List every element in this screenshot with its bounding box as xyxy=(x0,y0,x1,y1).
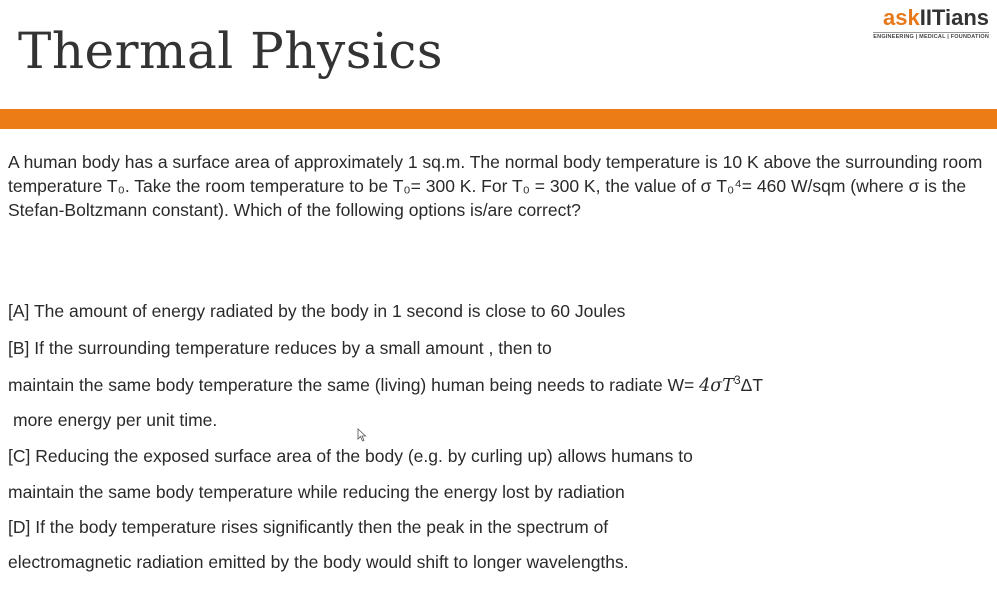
askiitians-logo xyxy=(873,6,989,40)
logo-wordmark xyxy=(873,6,989,30)
option-b-line2 xyxy=(8,373,763,396)
option-b-line1: [B] If the surrounding temperature reduces by a small amount , then to xyxy=(8,338,552,358)
option-d-line2: electromagnetic radiation emitted by the body would shift to longer wavelengths. xyxy=(8,552,629,572)
option-c-line1: [C] Reducing the exposed surface area of the body (e.g. by curling up) allows humans to xyxy=(8,446,693,466)
formula-delta-t: ΔT xyxy=(740,374,764,395)
formula-coefficient: 4σ xyxy=(699,375,723,396)
formula-temperature: T xyxy=(722,375,734,396)
logo-tagline: ENGINEERING | MEDICAL | FOUNDATION xyxy=(873,34,989,40)
option-b-line3: more energy per unit time. xyxy=(13,410,218,430)
mouse-cursor-icon xyxy=(357,428,367,442)
option-d-line1: [D] If the body temperature rises significantly then the peak in the spectrum of xyxy=(8,517,609,537)
logo-iitians-text: IITians xyxy=(919,5,989,30)
option-b-text: maintain the same body temperature the same (living) human being needs to radiate W= xyxy=(8,374,695,395)
question-text: A human body has a surface area of approximately 1 sq.m. The normal body temperature is 10 K above the surrounding room temperature T₀. Take the room temperature to be T₀= 300 K. For T₀ = 300 K, the value of σ T₀⁴= 460 W/sqm (where σ is the Stefan-Boltzmann constant). Which of the following options is/are correct? xyxy=(8,152,983,220)
formula-exponent: 3 xyxy=(733,373,741,387)
option-c-line2: maintain the same body temperature while reducing the energy lost by radiation xyxy=(8,482,625,502)
page-title: Thermal Physics xyxy=(18,22,444,80)
title-divider-bar xyxy=(0,109,997,129)
option-a: [A] The amount of energy radiated by the body in 1 second is close to 60 Joules xyxy=(8,301,626,321)
logo-ask-text: ask xyxy=(882,5,920,30)
